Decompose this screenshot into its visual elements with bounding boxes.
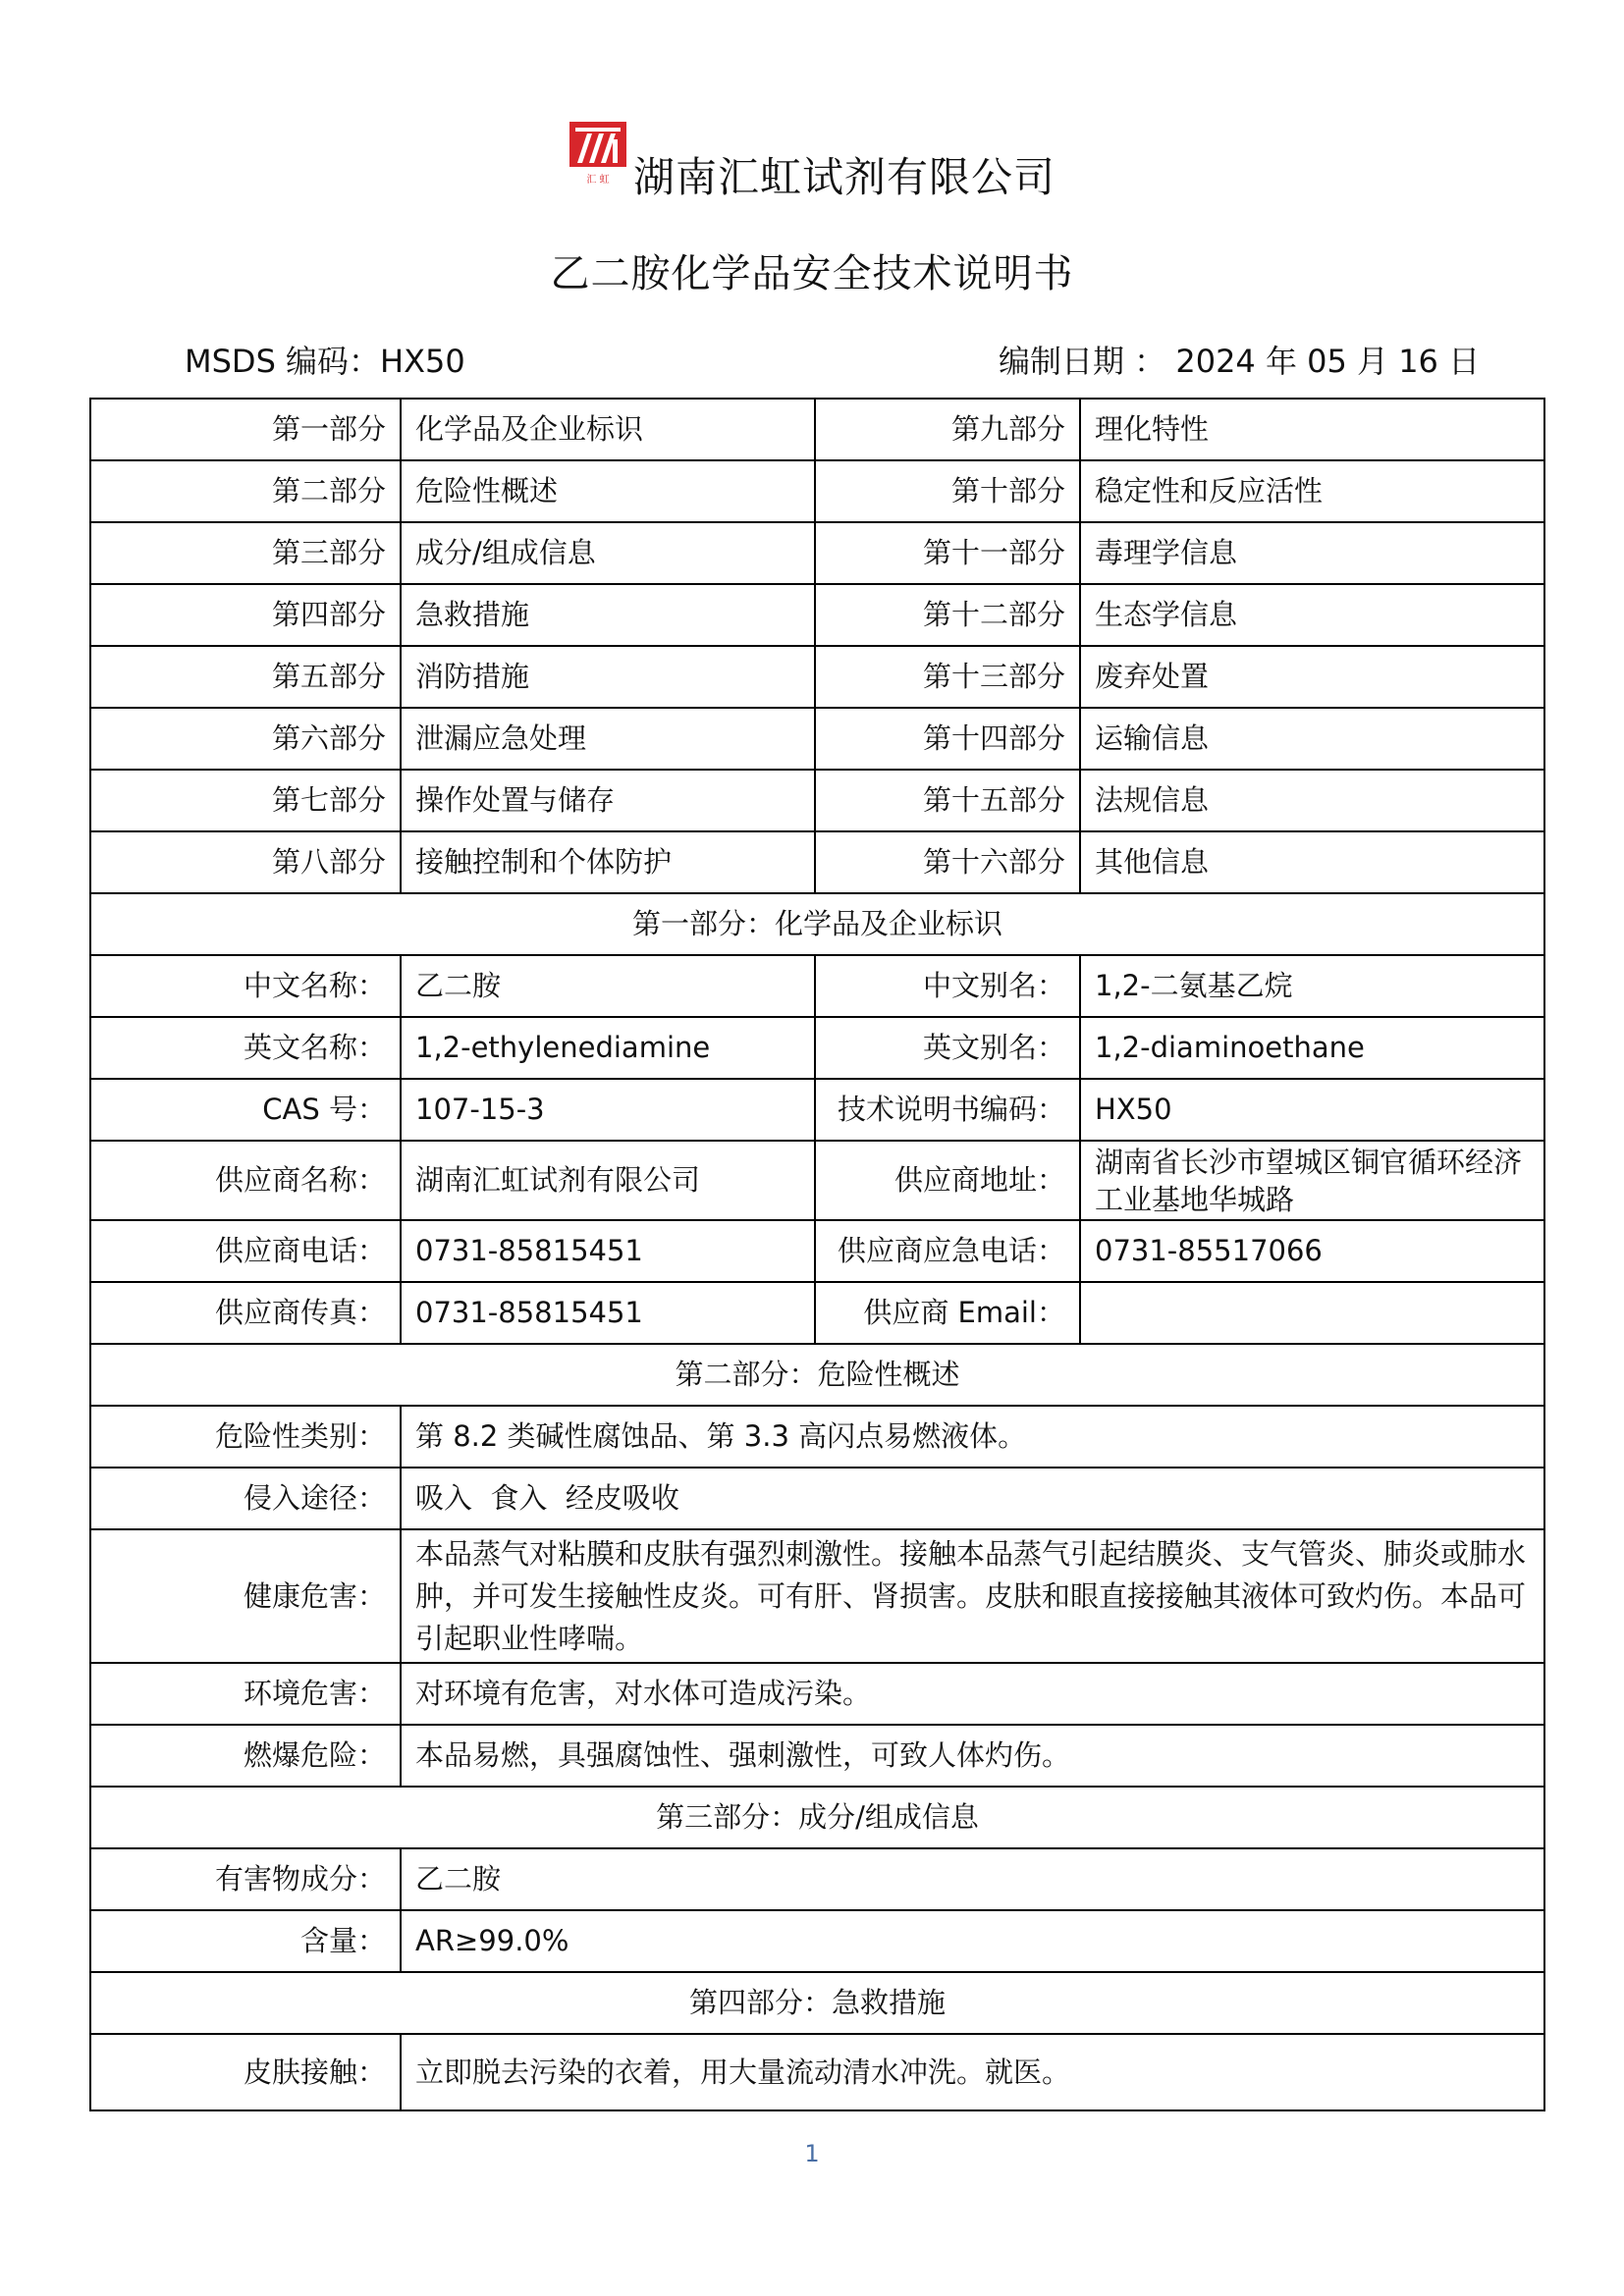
- toc-part-title: 急救措施: [401, 584, 815, 646]
- field-label: 英文名称：: [90, 1017, 401, 1079]
- field-value: 本品易燃，具强腐蚀性、强刺激性，可致人体灼伤。: [401, 1725, 1544, 1787]
- toc-part-title: 化学品及企业标识: [401, 399, 815, 460]
- logo-caption: 汇 虹: [586, 175, 610, 186]
- field-label: 健康危害：: [90, 1529, 401, 1663]
- field-label: 英文别名：: [815, 1017, 1080, 1079]
- section1-title: 第一部分：化学品及企业标识: [90, 893, 1544, 955]
- toc-part-title: 废弃处置: [1080, 646, 1544, 708]
- field-label: 中文别名：: [815, 955, 1080, 1017]
- toc-part-number: 第十部分: [815, 460, 1080, 522]
- toc-part-number: 第三部分: [90, 522, 401, 584]
- field-value: 1,2-二氨基乙烷: [1080, 955, 1544, 1017]
- table-row: [90, 1529, 1544, 1663]
- field-value: 对环境有危害，对水体可造成污染。: [401, 1663, 1544, 1725]
- table-row: [90, 1848, 1544, 1910]
- toc-part-title: 成分/组成信息: [401, 522, 815, 584]
- toc-row: [90, 708, 1544, 770]
- field-label: 供应商名称：: [90, 1141, 401, 1220]
- toc-part-title: 接触控制和个体防护: [401, 831, 815, 893]
- table-row: [90, 1141, 1544, 1220]
- field-value: 立即脱去污染的衣着，用大量流动清水冲洗。就医。: [401, 2034, 1544, 2110]
- field-value: 1,2-diaminoethane: [1080, 1017, 1544, 1079]
- toc-part-number: 第八部分: [90, 831, 401, 893]
- field-label: 供应商电话：: [90, 1220, 401, 1282]
- field-value: [1080, 1282, 1544, 1344]
- field-value: 0731-85517066: [1080, 1220, 1544, 1282]
- toc-part-number: 第五部分: [90, 646, 401, 708]
- page-number: 1: [804, 2140, 820, 2167]
- toc-part-number: 第十一部分: [815, 522, 1080, 584]
- section-header-row: [90, 1972, 1544, 2034]
- section-header-row: [90, 1344, 1544, 1406]
- toc-part-title: 泄漏应急处理: [401, 708, 815, 770]
- field-value: 湖南汇虹试剂有限公司: [401, 1141, 815, 1220]
- field-value: AR≥99.0%: [401, 1910, 1544, 1972]
- toc-part-number: 第二部分: [90, 460, 401, 522]
- field-label: 供应商地址：: [815, 1141, 1080, 1220]
- field-label: 技术说明书编码：: [815, 1079, 1080, 1141]
- toc-part-number: 第十五部分: [815, 770, 1080, 831]
- section3-title: 第三部分：成分/组成信息: [90, 1787, 1544, 1848]
- field-label: 有害物成分：: [90, 1848, 401, 1910]
- toc-part-title: 生态学信息: [1080, 584, 1544, 646]
- toc-part-number: 第七部分: [90, 770, 401, 831]
- toc-row: [90, 522, 1544, 584]
- company-name: 湖南汇虹试剂有限公司: [633, 153, 1056, 201]
- field-label: 供应商 Email：: [815, 1282, 1080, 1344]
- compile-date: 编制日期 ： 2024 年 05 月 16 日: [999, 343, 1481, 380]
- toc-row: [90, 460, 1544, 522]
- field-value: 0731-85815451: [401, 1220, 815, 1282]
- toc-part-title: 其他信息: [1080, 831, 1544, 893]
- field-value: 乙二胺: [401, 955, 815, 1017]
- toc-part-number: 第九部分: [815, 399, 1080, 460]
- field-label: CAS 号：: [90, 1079, 401, 1141]
- table-row: [90, 1220, 1544, 1282]
- field-value: 吸入 食入 经皮吸收: [401, 1468, 1544, 1529]
- field-label: 环境危害：: [90, 1663, 401, 1725]
- document-title: 乙二胺化学品安全技术说明书: [550, 251, 1074, 296]
- toc-part-title: 法规信息: [1080, 770, 1544, 831]
- toc-part-number: 第十三部分: [815, 646, 1080, 708]
- table-row: [90, 1282, 1544, 1344]
- field-value: 0731-85815451: [401, 1282, 815, 1344]
- table-row: [90, 2034, 1544, 2110]
- toc-part-title: 毒理学信息: [1080, 522, 1544, 584]
- field-value: 107-15-3: [401, 1079, 815, 1141]
- field-label: 含量：: [90, 1910, 401, 1972]
- toc-part-number: 第六部分: [90, 708, 401, 770]
- toc-row: [90, 584, 1544, 646]
- field-label: 中文名称：: [90, 955, 401, 1017]
- supplier-address: 湖南省长沙市望城区铜官循环经济工业基地华城路: [1080, 1141, 1544, 1220]
- field-label: 供应商传真：: [90, 1282, 401, 1344]
- table-row: [90, 1663, 1544, 1725]
- toc-row: [90, 646, 1544, 708]
- section4-title: 第四部分：急救措施: [90, 1972, 1544, 2034]
- field-value: HX50: [1080, 1079, 1544, 1141]
- toc-part-title: 稳定性和反应活性: [1080, 460, 1544, 522]
- msds-table: [89, 398, 1545, 2111]
- table-row: [90, 1468, 1544, 1529]
- section-header-row: [90, 1787, 1544, 1848]
- table-row: [90, 1910, 1544, 1972]
- toc-part-number: 第十四部分: [815, 708, 1080, 770]
- section-header-row: [90, 893, 1544, 955]
- toc-part-title: 运输信息: [1080, 708, 1544, 770]
- toc-row: [90, 399, 1544, 460]
- toc-part-title: 消防措施: [401, 646, 815, 708]
- toc-part-title: 危险性概述: [401, 460, 815, 522]
- field-label: 供应商应急电话：: [815, 1220, 1080, 1282]
- msds-code: MSDS 编码：HX50: [185, 343, 465, 380]
- field-value: 乙二胺: [401, 1848, 1544, 1910]
- toc-part-title: 理化特性: [1080, 399, 1544, 460]
- toc-part-title: 操作处置与储存: [401, 770, 815, 831]
- table-row: [90, 1079, 1544, 1141]
- toc-part-number: 第四部分: [90, 584, 401, 646]
- field-label: 皮肤接触：: [90, 2034, 401, 2110]
- field-value: 第 8.2 类碱性腐蚀品、第 3.3 高闪点易燃液体。: [401, 1406, 1544, 1468]
- toc-part-number: 第十二部分: [815, 584, 1080, 646]
- field-label: 燃爆危险：: [90, 1725, 401, 1787]
- field-label: 侵入途径：: [90, 1468, 401, 1529]
- toc-part-number: 第一部分: [90, 399, 401, 460]
- table-row: [90, 955, 1544, 1017]
- table-row: [90, 1406, 1544, 1468]
- health-hazard-text: 本品蒸气对粘膜和皮肤有强烈刺激性。接触本品蒸气引起结膜炎、支气管炎、肺炎或肺水肿，并可发生接触性皮炎。可有肝、肾损害。皮肤和眼直接接触其液体可致灼伤。本品可引起职业性哮喘。: [401, 1529, 1544, 1663]
- toc-row: [90, 770, 1544, 831]
- company-logo-icon: [566, 118, 630, 188]
- toc-row: [90, 831, 1544, 893]
- field-value: 1,2-ethylenediamine: [401, 1017, 815, 1079]
- toc-part-number: 第十六部分: [815, 831, 1080, 893]
- section2-title: 第二部分：危险性概述: [90, 1344, 1544, 1406]
- table-row: [90, 1725, 1544, 1787]
- table-row: [90, 1017, 1544, 1079]
- field-label: 危险性类别：: [90, 1406, 401, 1468]
